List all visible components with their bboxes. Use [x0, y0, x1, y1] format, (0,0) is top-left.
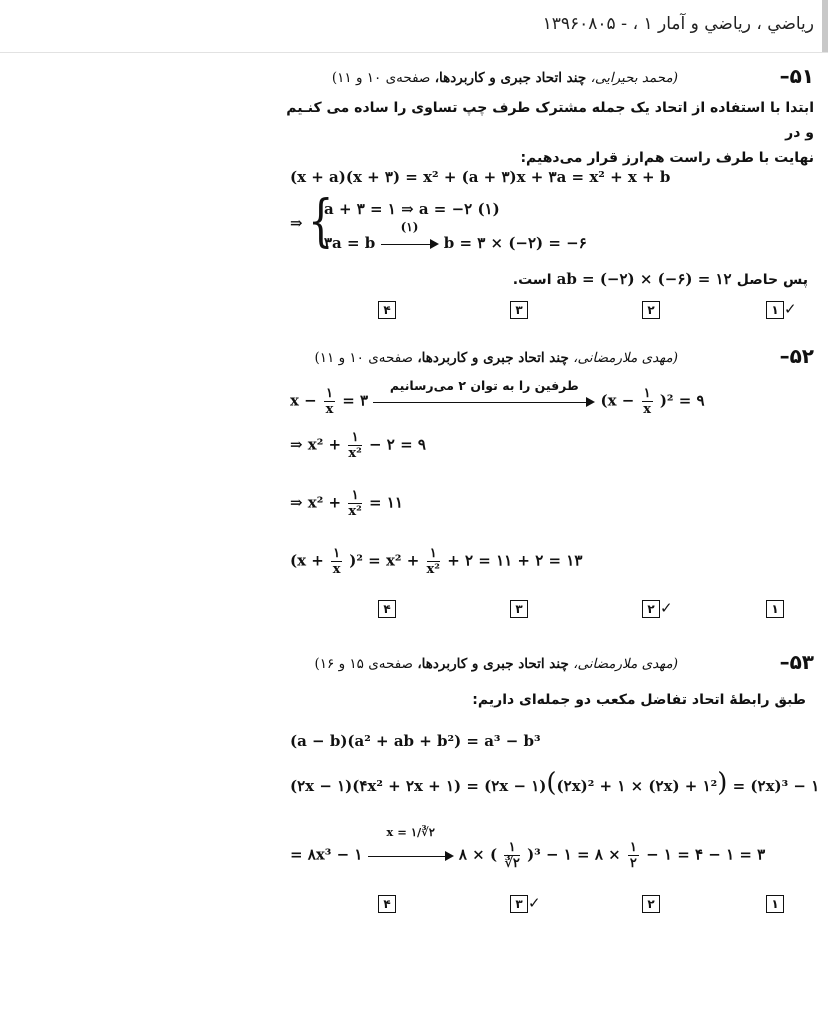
q52-l4-frac2: $\frac{۱}{\text{x²}}$ — [426, 546, 440, 577]
q53-arrow-label: x = ۱/∛۲ — [386, 824, 435, 839]
q52-arrow-icon — [373, 377, 595, 409]
q51-brace-icon: { — [308, 189, 334, 255]
q53-eq3: = ۸x³ − ۱ x = ۱/∛۲ ۸ × ( $\frac{۱}{∛۲}$ )³ − ۱ = ۸ × $\frac{۱}{۲}$ − ۱ = ۴ − ۱ = ۳ — [290, 824, 766, 871]
header-bar — [0, 0, 828, 53]
q53-frac-half: $\frac{۱}{۲}$ — [629, 840, 637, 871]
q53-frac-cuberoot: $\frac{۱}{∛۲}$ — [504, 840, 520, 871]
q51-choice-2[interactable] — [642, 299, 660, 319]
q52-l1-rb: )² = ۹ — [659, 391, 705, 410]
q51-arrow-label: (۱) — [400, 220, 419, 234]
q51-author: (محمد بحیرایی، — [590, 70, 678, 86]
q51-correct-check-icon: ✓ — [784, 300, 797, 318]
q51-choice-4-box: ۴ — [378, 301, 396, 319]
q52-chapter: چند اتحاد جبری و کاربردها، — [417, 350, 569, 366]
q52-meta — [315, 350, 679, 366]
header-title: رياضي ، رياضي و آمار ۱ ، - ۱۳۹۶۰۸۰۵ — [542, 14, 814, 34]
q51-number: ۵۱– — [779, 64, 814, 88]
q51-result-suffix: است. — [512, 272, 552, 288]
q51-pages: صفحه‌ی ۱۰ و ۱۱) — [331, 70, 431, 86]
q53-choice-4-box: ۴ — [378, 895, 396, 913]
q51-sys2-left: ۳a = b — [324, 234, 376, 252]
q53-eq2: (۲x − ۱)(۴x² + ۲x + ۱) = (۲x − ۱)((۲x)² + ۱ × (۲x) + ۱²) = (۲x)³ − ۱ — [290, 768, 820, 798]
q53-choice-4[interactable] — [378, 893, 396, 913]
q52-choice-1[interactable] — [766, 598, 784, 618]
q52-choice-1-box: ۱ — [766, 600, 784, 618]
q52-number: ۵۲– — [779, 344, 814, 368]
q53-meta — [315, 656, 679, 672]
q52-choice-3-box: ۳ — [510, 600, 528, 618]
q51-meta — [332, 70, 678, 86]
q51-choice-1[interactable] — [766, 299, 797, 319]
q52-pages: صفحه‌ی ۱۰ و ۱۱) — [314, 350, 414, 366]
q52-l1-ra: (x − — [600, 391, 635, 410]
q52-choice-3[interactable] — [510, 598, 528, 618]
q53-author: (مهدی ملارمضانی، — [573, 656, 678, 672]
q51-choice-3-box: ۳ — [510, 301, 528, 319]
q53-choice-3[interactable] — [510, 893, 541, 913]
q51-result-prefix: پس حاصل — [736, 272, 808, 288]
q51-arrow-icon — [381, 220, 439, 251]
q53-choice-1[interactable] — [766, 893, 784, 913]
q53-choice-3-box: ۳ — [510, 895, 528, 913]
q52-author: (مهدی ملارمضانی، — [573, 350, 678, 366]
q53-chapter: چند اتحاد جبری و کاربردها، — [417, 656, 569, 672]
q53-choice-1-box: ۱ — [766, 895, 784, 913]
q53-intro: طبق رابطهٔ اتحاد تفاضل مکعب دو جمله‌ای داریم: — [472, 692, 806, 708]
q53-choice-2-box: ۲ — [642, 895, 660, 913]
q53-number: ۵۳– — [779, 650, 814, 674]
q51-result — [513, 268, 808, 293]
q53-arrow-icon — [368, 824, 454, 863]
q52-l1-a: x − — [290, 391, 317, 410]
q51-implies: ⇒ — [290, 214, 303, 232]
q51-eq1: (x + a)(x + ۳) = x² + (a + ۳)x + ۳a = x² + x + b — [290, 168, 671, 186]
scrollbar[interactable] — [822, 0, 828, 52]
q52-line4: (x + $\frac{۱}{x}$ )² = x² + $\frac{۱}{\text{x²}}$ + ۲ = ۱۱ + ۲ = ۱۳ — [290, 546, 583, 577]
q53-eq1: (a − b)(a² + ab + b²) = a³ − b³ — [290, 732, 541, 750]
q52-l1-frac2: $\frac{۱}{x}$ — [643, 386, 651, 417]
q52-line3: ⇒ x² + $\frac{۱}{\text{x²}}$ = ۱۱ — [290, 488, 403, 519]
q53-correct-check-icon: ✓ — [528, 894, 541, 912]
q51-choice-3[interactable] — [510, 299, 528, 319]
q52-choice-4[interactable] — [378, 598, 396, 618]
q51-sys1: a + ۳ = ۱ ⇒ a = −۲ (۱) — [324, 200, 500, 218]
q51-intro — [274, 96, 814, 171]
q51-choice-1-box: ۱ — [766, 301, 784, 319]
q53-choice-2[interactable] — [642, 893, 660, 913]
q52-l1-frac: $\frac{۱}{x}$ — [325, 386, 334, 417]
q52-l3-frac: $\frac{۱}{\text{x²}}$ — [348, 488, 362, 519]
q51-choice-4[interactable] — [378, 299, 396, 319]
q52-choice-2-box: ۲ — [642, 600, 660, 618]
q52-l1-b: = ۳ — [342, 391, 369, 410]
q51-intro-line1: ابتدا با استفاده از اتحاد یک جمله مشترک طرف چپ تساوی را ساده می کنـیم و در — [286, 100, 814, 141]
q51-sys2 — [324, 220, 587, 252]
q52-l2-frac: $\frac{۱}{\text{x²}}$ — [348, 430, 362, 461]
q52-line1 — [290, 377, 705, 417]
q51-choice-2-box: ۲ — [642, 301, 660, 319]
q51-chapter: چند اتحاد جبری و کاربردها، — [434, 70, 587, 86]
q51-sys2-right: b = ۳ × (−۲) = −۶ — [443, 234, 587, 252]
q51-intro-line2: نهایت با طرف راست هم‌ارز قرار می‌دهیم: — [520, 150, 814, 166]
q52-choice-2[interactable] — [642, 598, 673, 618]
q52-arrow-label: طرفین را به توان ۲ می‌رسانیم — [389, 377, 579, 393]
q52-correct-check-icon: ✓ — [660, 599, 673, 617]
q52-choice-4-box: ۴ — [378, 600, 396, 618]
q51-result-expr: ab = (−۲) × (−۶) = ۱۲ — [556, 270, 732, 288]
q52-line2: ⇒ x² + $\frac{۱}{\text{x²}}$ − ۲ = ۹ — [290, 430, 426, 461]
q52-l4-frac: $\frac{۱}{x}$ — [332, 546, 341, 577]
q53-pages: صفحه‌ی ۱۵ و ۱۶) — [314, 656, 414, 672]
